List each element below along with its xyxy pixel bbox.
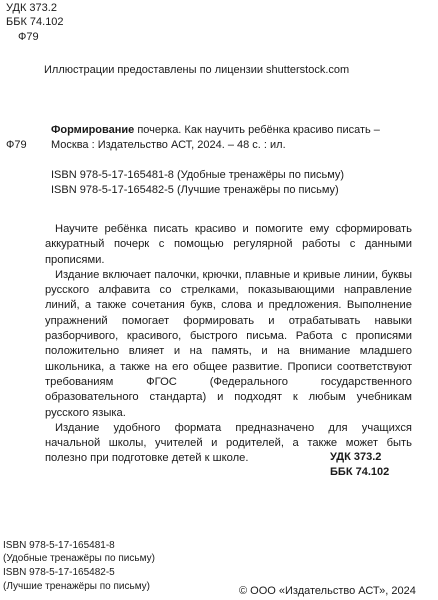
copyright: © ООО «Издательство АСТ», 2024 [239,585,416,597]
bbk-code-bold: ББК 74.102 [330,466,390,478]
annotation-paragraph-1: Научите ребёнка писать красиво и помогите ему сформировать аккуратный почерк с помощью регулярной работы с данными прописями. [45,223,412,266]
annotation-paragraph-3: Издание удобного формата предназначено для учащихся начальной школы, учителей и родителей, а также может быть полезно при подготовке детей к школе. [45,421,412,465]
biblio-title-line [51,123,431,137]
biblio-title-rest: почерка. Как научить ребёнка красиво писать – [134,124,380,136]
biblio-line2: Москва : Издательство АСТ, 2024. – 48 с. : ил. [51,139,286,151]
footer-isbn-1-note: (Удобные тренажёры по письму) [3,553,155,564]
biblio-isbn-2: ISBN 978-5-17-165482-5 (Лучшие тренажёры по письму) [51,184,339,196]
udk-code-bold: УДК 373.2 [330,451,382,463]
license-note: Иллюстрации предоставлены по лицензии shutterstock.com [44,64,350,76]
biblio-title-bold: Формирование [51,124,135,136]
annotation [45,222,412,467]
biblio-isbn-1: ISBN 978-5-17-165481-8 (Удобные тренажёры по письму) [51,169,345,181]
biblio-side-code: Ф79 [6,139,27,151]
footer-isbn-2: ISBN 978-5-17-165482-5 [3,567,115,578]
footer-isbn-1: ISBN 978-5-17-165481-8 [3,540,115,551]
header-author-sign: Ф79 [18,31,39,43]
header-bbk: ББК 74.102 [6,16,64,28]
footer-isbn-2-note: (Лучшие тренажёры по письму) [3,581,151,592]
header-udk: УДК 373.2 [6,2,57,14]
annotation-paragraph-2: Издание включает палочки, крючки, плавные и кривые линии, буквы русского алфавита со стрелками, показывающими направление линий, а также сочетания букв, слова и предложения. Выполнение упражнений помогает формировать и отрабатывать навыки разборчивого, красивого, быстрого письма. Работа с прописями положительно влияет и на память, и на внимание младшего школьника, а также на его общее развитие. Прописи соответствуют требованиям ФГОС (Федерального государственного образовательного стандарта) и подходят к любым учебникам русского языка. [45,268,412,419]
